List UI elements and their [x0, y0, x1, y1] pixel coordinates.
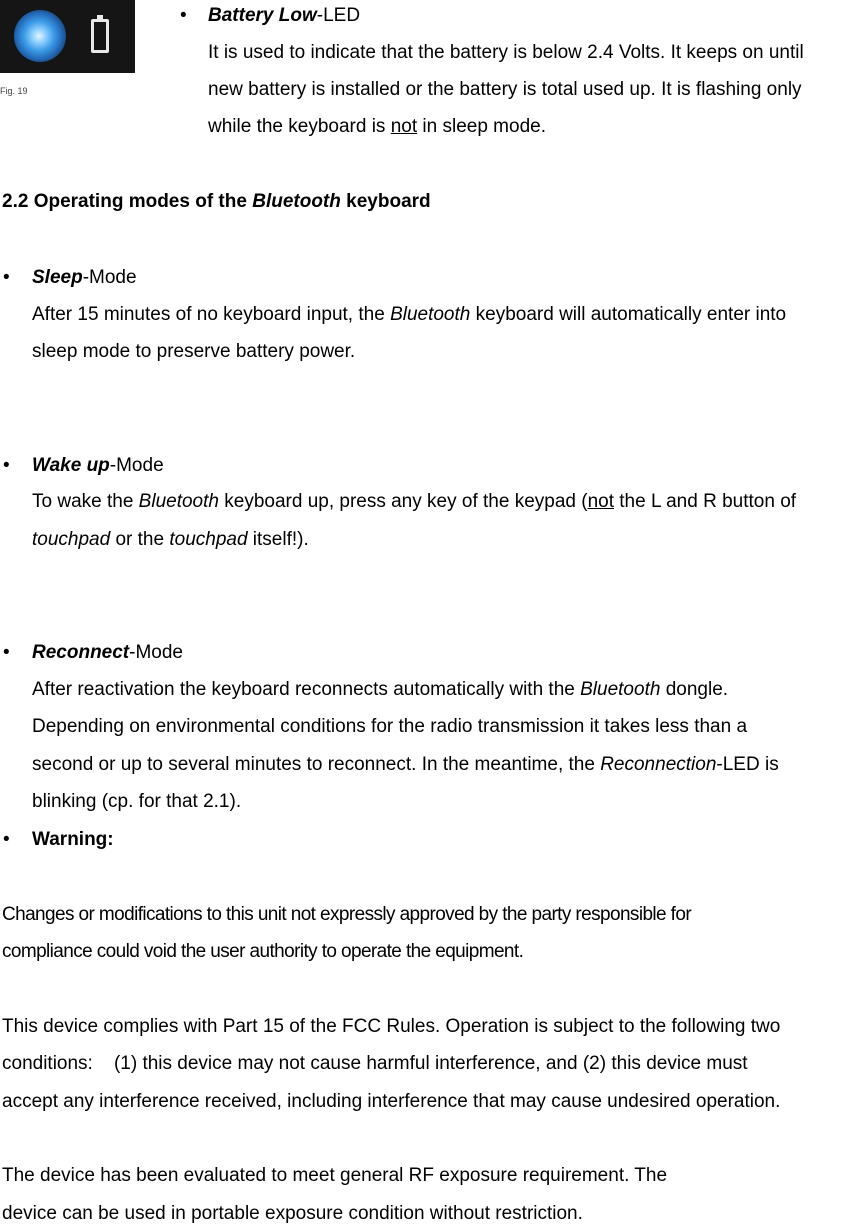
wakeup-line-1-c: the L and R button of — [614, 491, 797, 512]
reconnect-line-2: Depending on environmental conditions for the radio transmission it takes less than a — [32, 716, 748, 737]
sleep-line-1-a: After 15 minutes of no keyboard input, the — [32, 304, 391, 325]
rf-line-2: device can be used in portable exposure condition without restriction. — [2, 1203, 583, 1224]
bullet-battery-low: • — [180, 5, 187, 26]
wakeup-title-rest: -Mode — [109, 455, 164, 476]
battery-low-title-rest: -LED — [316, 5, 361, 26]
sleep-line-2: sleep mode to preserve battery power. — [32, 341, 356, 362]
changes-line-1: Changes or modifications to this unit not expressly approved by the party responsible for — [2, 904, 692, 925]
battery-low-title — [208, 5, 360, 27]
sleep-line-1-italic: Bluetooth — [390, 304, 471, 325]
wakeup-line-2-b: itself!). — [247, 529, 309, 550]
reconnect-line-3-b: -LED is — [716, 754, 779, 775]
reconnect-title — [32, 642, 183, 664]
sleep-line-1 — [32, 304, 786, 326]
wakeup-line-1-italic: Bluetooth — [138, 491, 219, 512]
bullet-reconnect: • — [3, 642, 10, 663]
bullet-warning: • — [3, 829, 10, 850]
battery-low-line-3-b: in sleep mode. — [417, 116, 546, 137]
wakeup-line-1 — [32, 491, 796, 513]
sleep-title-bold: Sleep — [32, 267, 83, 288]
reconnect-line-3 — [32, 754, 779, 776]
fcc-line-2: conditions: (1) this device may not cause harmful interference, and (2) this device must — [2, 1053, 748, 1074]
wakeup-title-bold: Wake up — [32, 455, 110, 476]
wakeup-line-2-italic-2: touchpad — [169, 529, 248, 550]
rf-line-1: The device has been evaluated to meet general RF exposure requirement. The — [2, 1165, 668, 1186]
reconnect-line-4: blinking (cp. for that 2.1). — [32, 791, 242, 812]
fcc-line-1: This device complies with Part 15 of the FCC Rules. Operation is subject to the following two — [2, 1016, 781, 1037]
reconnect-line-1-a: After reactivation the keyboard reconnects automatically with the — [32, 679, 581, 700]
sleep-line-1-b: keyboard will automatically enter into — [470, 304, 787, 325]
section-heading-a: 2.2 Operating modes of the — [2, 191, 253, 212]
fcc-line-3: accept any interference received, including interference that may cause undesired operation. — [2, 1091, 781, 1112]
bullet-sleep: • — [3, 267, 10, 288]
battery-low-title-bold: Battery Low — [208, 5, 317, 26]
figure-caption: Fig. 19 — [0, 86, 28, 96]
reconnect-line-1 — [32, 679, 728, 701]
battery-low-line-3-underline: not — [390, 116, 418, 137]
warning-title: Warning: — [32, 829, 114, 850]
bullet-wakeup: • — [3, 455, 10, 476]
reconnect-line-3-a: second or up to several minutes to reconnect. In the meantime, the — [32, 754, 601, 775]
wakeup-line-1-underline: not — [587, 491, 614, 512]
sleep-title — [32, 267, 137, 289]
section-heading-italic: Bluetooth — [252, 191, 341, 212]
battery-low-line-2: new battery is installed or the battery is total used up. It is flashing only — [208, 79, 802, 100]
bluetooth-led-icon — [14, 10, 66, 62]
battery-icon — [91, 19, 109, 53]
battery-low-line-3-a: while the keyboard is — [208, 116, 391, 137]
section-heading-b: keyboard — [340, 191, 431, 212]
figure-image — [0, 0, 135, 73]
reconnect-line-1-b: dongle. — [660, 679, 729, 700]
wakeup-title — [32, 455, 164, 477]
battery-low-line-1: It is used to indicate that the battery is below 2.4 Volts. It keeps on until — [208, 42, 804, 63]
section-heading — [2, 191, 431, 213]
reconnect-title-bold: Reconnect — [32, 642, 130, 663]
reconnect-line-3-italic: Reconnection — [600, 754, 717, 775]
wakeup-line-1-b: keyboard up, press any key of the keypad ( — [218, 491, 588, 512]
wakeup-line-2-italic-1: touchpad — [32, 529, 111, 550]
battery-low-line-3 — [208, 116, 546, 138]
reconnect-title-rest: -Mode — [129, 642, 183, 663]
wakeup-line-2 — [32, 529, 309, 551]
changes-line-2: compliance could void the user authority to operate the equipment. — [2, 941, 524, 962]
reconnect-line-1-italic: Bluetooth — [580, 679, 661, 700]
wakeup-line-1-a: To wake the — [32, 491, 139, 512]
sleep-title-rest: -Mode — [82, 267, 137, 288]
wakeup-line-2-a: or the — [110, 529, 170, 550]
